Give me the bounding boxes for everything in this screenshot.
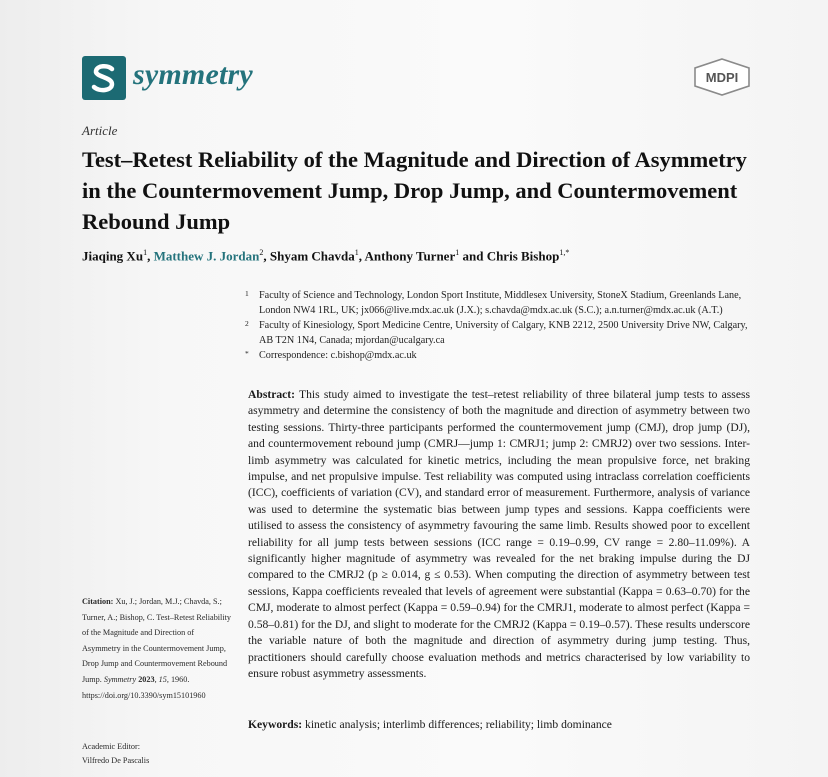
publisher-name: MDPI bbox=[705, 70, 739, 85]
citation-pages: 1960. bbox=[170, 674, 190, 684]
author-name[interactable]: Chris Bishop bbox=[486, 248, 560, 264]
author-affil-mark: 1 bbox=[455, 248, 460, 257]
academic-editor bbox=[82, 740, 232, 768]
affiliation-item bbox=[245, 318, 755, 348]
author-affil-mark: 1 bbox=[143, 248, 148, 257]
author-name[interactable]: Matthew J. Jordan bbox=[153, 248, 260, 264]
author-name[interactable]: Shyam Chavda bbox=[269, 248, 355, 264]
citation-block: Citation: Xu, J.; Jordan, M.J.; Chavda, S.; Turner, A.; Bishop, C. Test–Retest Reliability of the Magnitude and Direction of Asymmetry in the Countermovement Jump, Drop Jump and Countermovement Rebound Jump. Symmetry 2023, 15, 1960. https://doi.org/10.3390/sym15101960 bbox=[82, 597, 231, 700]
affiliation-mark: * bbox=[245, 349, 249, 358]
citation-text: Xu, J.; Jordan, M.J.; Chavda, S.; Turner, A.; Bishop, C. Test–Retest Reliability of the Magnitude and Direction of Asymmetry in the Countermovement Jump, Drop Jump and Countermovement Rebound Jump. bbox=[82, 597, 231, 684]
affiliation-mark: 1 bbox=[245, 289, 249, 298]
author-affil-mark: 1 bbox=[354, 248, 359, 257]
author-separator: , bbox=[147, 248, 154, 264]
doi-link[interactable]: https://doi.org/10.3390/sym15101960 bbox=[82, 690, 206, 700]
editor-label: Academic Editor: bbox=[82, 742, 140, 751]
citation-label: Citation: bbox=[82, 597, 114, 606]
author-name[interactable]: Jiaqing Xu bbox=[82, 248, 144, 264]
abstract-text: This study aimed to investigate the test–retest reliability of three bilateral jump tests to assess asymmetry and determine the consistency of both the magnitude and direction of asymmetry between two testing sessions. Thirty-three participants performed the countermovement jump (CMJ), drop jump (DJ), and countermovement rebound jump (CMRJ—jump 1: CMRJ1; jump 2: CMRJ2) over two sessions. Inter-limb asymmetry was calculated for kinetic metrics, including the mean propulsive force, net braking impulse, and net propulsive impulse. Test reliability was computed using intraclass correlation coefficients (ICC), coefficients of variation (CV), and standard error of measurement. Furthermore, analysis of variance was used to determine the systematic bias between jump types and sessions. Kappa coefficients were utilised to assess the consistency of asymmetry favouring the same limb. Results showed poor to excellent reliability for all jump tests between sessions (ICC range = 0.19–0.99, CV range = 2.80–11.09%). A significantly higher magnitude of asymmetry was revealed for the net braking impulse during the DJ compared to the CMRJ2 (p ≥ 0.014, g ≤ 0.53). When computing the direction of asymmetry between test sessions, Kappa coefficients revealed that levels of agreement were substantial (Kappa = 0.63–0.70) for the CMJ, moderate to almost perfect (Kappa = 0.59–0.94) for the CMRJ1, moderate to almost perfect (Kappa = 0.58–0.81) for the DJ, and slight to moderate for the CMRJ2 (Kappa = 0.19–0.57). These results underscore the variable nature of both the magnitude and direction of asymmetry during jump testing. Thus, practitioners should carefully choose evaluation methods and metrics characterised by low variability to ensure robust asymmetry assessments. bbox=[248, 388, 750, 680]
author-affil-mark: 1,* bbox=[559, 248, 570, 257]
affiliations bbox=[245, 288, 755, 363]
author-name[interactable]: Anthony Turner bbox=[364, 248, 456, 264]
affiliation-text: Faculty of Science and Technology, London Sport Institute, Middlesex University, StoneX Stadium, Greenlands Lane, London NW4 1RL, UK; jx066@live.mdx.ac.uk (J.X.); s.chavda@mdx.ac.uk (S.C.); a.n.turner@mdx.ac.uk (A.T.) bbox=[259, 290, 742, 316]
author-separator: , bbox=[358, 248, 365, 264]
keywords-text: kinetic analysis; interlimb differences; reliability; limb dominance bbox=[305, 718, 612, 731]
mdpi-logo-icon bbox=[692, 58, 752, 96]
article-type: Article bbox=[82, 123, 118, 138]
keywords-label: Keywords: bbox=[248, 718, 303, 731]
abstract bbox=[248, 387, 750, 682]
author-affil-mark: 2 bbox=[259, 248, 264, 257]
affiliation-text: Faculty of Kinesiology, Sport Medicine Centre, University of Calgary, KNB 2212, 2500 University Drive NW, Calgary, AB T2N 1N4, Canada; mjordan@ucalgary.ca bbox=[259, 320, 748, 346]
symmetry-logo-icon bbox=[82, 56, 126, 100]
author-list bbox=[82, 248, 782, 264]
editor-name: Vilfredo De Pascalis bbox=[82, 756, 150, 765]
correspondence bbox=[245, 348, 755, 363]
affiliation-mark: 2 bbox=[245, 319, 249, 328]
article-title: Test–Retest Reliability of the Magnitude and Direction of Asymmetry in the Countermovement Jump, Drop Jump, and Countermovement Rebound Jump bbox=[82, 147, 747, 234]
abstract-label: Abstract: bbox=[248, 388, 296, 401]
affiliation-item bbox=[245, 288, 755, 318]
citation-year: 2023 bbox=[138, 674, 155, 684]
citation-volume: 15 bbox=[158, 674, 167, 684]
keywords bbox=[248, 718, 750, 731]
author-separator: , bbox=[263, 248, 270, 264]
correspondence-text[interactable]: Correspondence: c.bishop@mdx.ac.uk bbox=[259, 350, 417, 361]
author-separator: and bbox=[459, 248, 487, 264]
citation-journal: Symmetry bbox=[103, 674, 137, 684]
journal-name: symmetry bbox=[133, 58, 253, 91]
